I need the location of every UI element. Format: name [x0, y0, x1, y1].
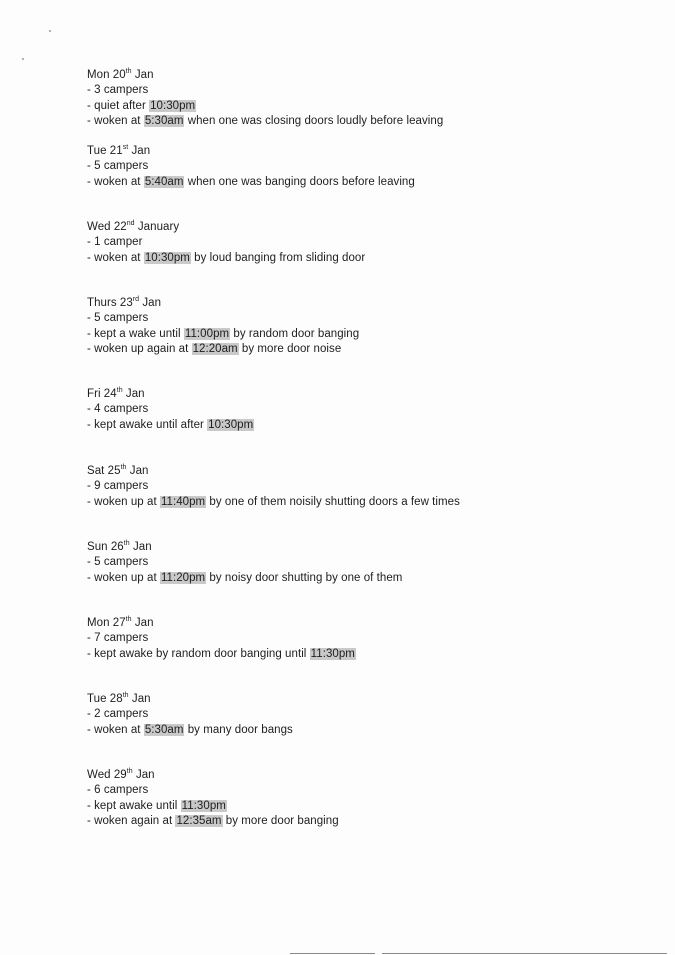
- note-text: - kept awake until: [87, 799, 181, 812]
- entry-note: [87, 783, 647, 798]
- entry-note: [87, 479, 647, 494]
- entry-note: [87, 495, 647, 510]
- note-text: by one of them noisily shutting doors a few times: [206, 495, 460, 508]
- date-month: January: [137, 221, 180, 233]
- date-month: Jan: [125, 388, 145, 400]
- entry-date: [87, 144, 647, 159]
- date-month: Jan: [142, 297, 162, 309]
- entry-note: [87, 631, 647, 646]
- note-text: when one was closing doors loudly before leaving: [184, 114, 444, 127]
- page-edge-line: [290, 953, 375, 954]
- note-text: - 1 camper: [87, 236, 143, 249]
- entry-date: [87, 692, 647, 707]
- highlighted-time: 11:20pm: [160, 571, 206, 584]
- entry-date: [87, 387, 647, 402]
- note-text: by many door bangs: [184, 723, 293, 736]
- date-month: Jan: [134, 617, 154, 629]
- note-text: - quiet after: [87, 99, 150, 112]
- log-entry: [87, 68, 647, 129]
- entry-note: [87, 342, 647, 357]
- date-ordinal-suffix: th: [125, 68, 132, 75]
- date-month: Jan: [131, 145, 151, 157]
- entry-note: [87, 647, 647, 662]
- entry-note: [87, 175, 647, 190]
- entry-note: [87, 114, 647, 129]
- entry-date: [87, 540, 647, 555]
- date-month: Jan: [134, 69, 154, 81]
- note-text: - 7 campers: [87, 632, 149, 645]
- log-entry: [87, 387, 647, 433]
- entry-date: [87, 464, 647, 479]
- note-text: when one was banging doors before leaving: [184, 175, 415, 188]
- note-text: - 5 campers: [87, 312, 149, 325]
- date-month: Jan: [132, 541, 152, 553]
- highlighted-time: 10:30pm: [144, 251, 190, 264]
- date-day: Mon 27: [87, 617, 126, 629]
- note-text: - woken at: [87, 114, 144, 127]
- note-text: - 5 campers: [87, 556, 149, 569]
- note-text: - woken at: [87, 175, 144, 188]
- note-text: - kept a wake until: [87, 327, 184, 340]
- entry-note: [87, 327, 647, 342]
- entry-note: [87, 311, 647, 326]
- date-ordinal-suffix: nd: [126, 220, 135, 227]
- highlighted-time: 10:30pm: [208, 418, 254, 431]
- scan-speck: [49, 30, 51, 32]
- date-day: Wed 22: [87, 221, 127, 233]
- note-text: by random door banging: [230, 327, 360, 340]
- date-ordinal-suffix: th: [125, 616, 132, 623]
- log-entry: [87, 296, 647, 357]
- note-text: - woken up at: [87, 495, 160, 508]
- date-day: Tue 28: [87, 693, 123, 705]
- log-entry: [87, 692, 647, 738]
- entry-date: [87, 68, 647, 83]
- highlighted-time: 11:30pm: [310, 647, 355, 660]
- date-day: Fri 24: [87, 388, 117, 400]
- log-entry: [87, 768, 647, 829]
- highlighted-time: 5:40am: [144, 175, 184, 188]
- highlighted-time: 12:20am: [192, 342, 238, 355]
- entry-note: [87, 99, 647, 114]
- highlighted-time: 5:30am: [144, 723, 184, 736]
- page-edge-line: [382, 953, 667, 954]
- entry-note: [87, 83, 647, 98]
- date-ordinal-suffix: th: [123, 540, 130, 547]
- log-entry: [87, 144, 647, 190]
- note-text: - 5 campers: [87, 160, 149, 173]
- entry-note: [87, 571, 647, 586]
- scan-speck: [22, 58, 24, 60]
- date-ordinal-suffix: th: [120, 464, 127, 471]
- note-text: - woken up again at: [87, 342, 192, 355]
- note-text: by noisy door shutting by one of them: [206, 571, 403, 584]
- highlighted-time: 12:35am: [176, 814, 222, 827]
- date-ordinal-suffix: st: [122, 144, 129, 151]
- date-ordinal-suffix: th: [116, 387, 123, 394]
- date-ordinal-suffix: rd: [132, 296, 140, 303]
- entry-note: [87, 402, 647, 417]
- highlighted-time: 11:30pm: [181, 799, 226, 812]
- date-month: Jan: [131, 693, 151, 705]
- log-entry: [87, 616, 647, 662]
- entry-note: [87, 555, 647, 570]
- highlighted-time: 10:30pm: [150, 99, 196, 112]
- note-text: - 9 campers: [87, 480, 149, 493]
- date-month: Jan: [129, 465, 149, 477]
- date-day: Sat 25: [87, 465, 121, 477]
- entry-note: [87, 723, 647, 738]
- note-text: - kept awake by random door banging until: [87, 647, 310, 660]
- entry-note: [87, 159, 647, 174]
- date-day: Tue 21: [87, 145, 123, 157]
- highlighted-time: 11:40pm: [160, 495, 206, 508]
- date-day: Sun 26: [87, 541, 124, 553]
- note-text: - 6 campers: [87, 784, 149, 797]
- entry-date: [87, 296, 647, 311]
- entry-note: [87, 418, 647, 433]
- note-text: - kept awake until after: [87, 418, 208, 431]
- entry-date: [87, 616, 647, 631]
- note-text: - woken up at: [87, 571, 160, 584]
- note-text: by loud banging from sliding door: [190, 251, 366, 264]
- entry-date: [87, 768, 647, 783]
- note-text: by more door noise: [238, 342, 342, 355]
- entry-note: [87, 235, 647, 250]
- date-day: Mon 20: [87, 69, 126, 81]
- highlighted-time: 5:30am: [144, 114, 184, 127]
- log-entry: [87, 464, 647, 510]
- date-ordinal-suffix: th: [122, 692, 129, 699]
- note-text: - 2 campers: [87, 708, 149, 721]
- note-text: - woken again at: [87, 814, 176, 827]
- note-text: by more door banging: [222, 814, 339, 827]
- highlighted-time: 11:00pm: [184, 327, 230, 340]
- log-entry: [87, 540, 647, 586]
- entry-note: [87, 251, 647, 266]
- note-text: - woken at: [87, 251, 144, 264]
- note-text: - 4 campers: [87, 403, 149, 416]
- entry-date: [87, 220, 647, 235]
- note-text: - 3 campers: [87, 84, 149, 97]
- date-month: Jan: [135, 769, 155, 781]
- date-day: Wed 29: [87, 769, 127, 781]
- log-entry: [87, 220, 647, 266]
- note-text: - woken at: [87, 723, 144, 736]
- entry-note: [87, 799, 647, 814]
- date-day: Thurs 23: [87, 297, 133, 309]
- date-ordinal-suffix: th: [126, 768, 133, 775]
- entry-note: [87, 707, 647, 722]
- entry-note: [87, 814, 647, 829]
